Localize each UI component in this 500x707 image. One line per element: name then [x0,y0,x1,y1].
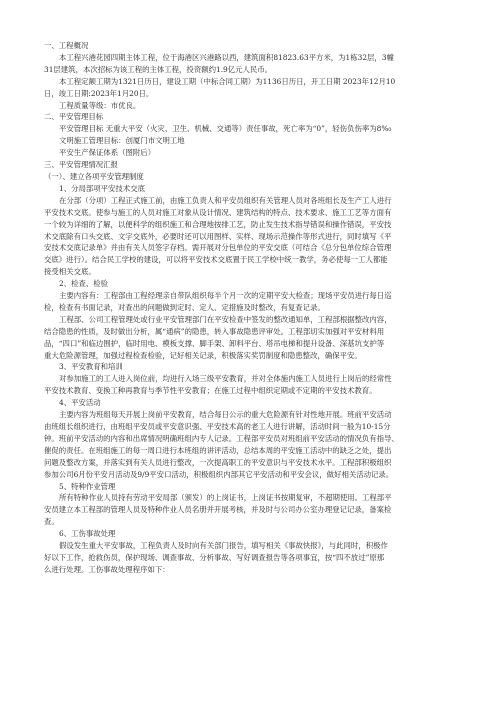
text-line: 一、工程概况 [44,41,89,50]
text-line: 么进行处理。工伤事故处理程序如下： [44,564,170,574]
text-line: 工程部、公司工程管理处或行业平安管理部门在平安检查中签发的整改通知单，工程部根据整改内容， [59,314,392,324]
text-line: 问题及整改方案，并落实到有关人员进行整改，一次提高职工的平安意识与平安技术水平。工程部积极组织 [44,457,392,467]
text-line: 本工程兴港花园四期主体工程，位于海港区兴港路以西，建筑面积81823.63平方米，为1栋32层，3幢 [59,52,394,62]
text-line: 1、分局部项平安技术交底 [59,183,146,193]
text-line: 假设发生重大平安事故，工程负责人及时向有关部门报告，填写相关《事故快报》，与此同时，积极作 [59,541,388,551]
text-line: 4、平安活动 [59,398,101,408]
text-line: 日，竣工日期:2023年1月20日。 [44,88,154,98]
text-line: 三、平安管理情况汇报 [44,160,118,170]
text-line: 6、工伤事故处理 [59,529,116,539]
text-line: 文明施工管理目标：创厦门市文明工地 [59,136,185,146]
text-line: 主要内容为班组每天开展上岗前平安教育，结合每日公示的重大危险源有针对性地开展。班前平安活动 [59,410,392,420]
text-line: 术交底除有口头交底、文字交底外，必要时还可以用图样、实样、现场示范操作等形式进行，同时填写《平 [44,231,392,241]
text-line: 工程质量等级：市优良。 [59,100,141,110]
text-line: 安员建立本工程部的管理人员及特种作业人员名册并开展考核，并及时与公司办公室办理登记记录，备案检 [44,505,392,515]
text-line: 主要内容有：工程部由工程经理亲自带队组织每半个月一次的定期平安大检查；现场平安员进行每日巡 [59,291,392,301]
text-line: 平安技术教育、变换工种再教育与季节性平安教育；在施工过程中组织定期或不定期的平安技术教育。 [44,386,377,396]
text-line: 对参加施工的工人进入岗位前，均进行入场三级平安教育，并对全体施内施工人员进行上岗后的经常性 [59,374,392,384]
text-line: 3、平安教育和培训 [59,362,123,372]
text-line: 5、特种作业管理 [59,481,116,491]
text-line: 本工程定额工期为1321日历日，建设工期（中标合同工期）为1136日历日，开工日期 2023年12月10 [59,76,396,86]
text-line: 由班组长组织进行，由班组平安员或平安意识强、平安技术高的老工人进行讲解，活动时间一般为10-15分 [44,422,391,431]
text-line: 接受相关交底。 [44,267,96,277]
text-line: 重大危险源管理，加强过程检查检验，记好相关记录，积极落实奖罚制度和隐患整改，确保平安。 [44,350,362,360]
text-line: 参加公司6月份平安月活动及9/9平安口活动，积极组织内部其它平安活动和平安会议，做好相关活动记录。 [44,469,394,479]
text-line: （一）、建立各项平安管理制度 [44,171,144,181]
text-line: 所有特种作业人员持有劳动平安局部（颁发）的上岗证书，上岗证书按期复审，不超期使用。工程部平 [59,493,392,503]
text-line: 好以下工作，抢救伤员，保护现场、调查事故、分析事故、写好调查报告等各项事宜，按“四不放过”原那 [44,552,385,562]
text-line: 品，“四口”和临边围护，临时用电、模板支撑、脚手架、卸料平台、塔吊电梯和提升设备、深基坑支护等 [44,338,385,348]
text-line: 一个较为详细的了解，以便科学的组织施工和合理地按排工艺，防止发生技术指导错误和操作错误，平安技 [44,219,392,229]
text-line: 催促的责任。在班组施工的每一周口进行本班组的讲评活动，总结本周的平安施工活动中的缺乏之处，提出 [44,445,392,455]
text-line: 平安技术交底。使参与施工的人员对施工对象从设计情况、建筑结构的特点、技术要求、施工工艺等方面有 [44,207,392,217]
text-line: 钟。班前平安活动的内容和出席情况明确班组内专人记录。工程部平安员对班组前平安活动的情况负有指导、 [44,433,399,443]
text-line: 检，检查有书面记录，对查出的问题做到定时、定人、定措施及时整改，有复查记录。 [44,302,325,312]
text-line: 交底》进行）。结合民工学校的建设，可以将平安技术交底置于民工学校中统一教学，务必使每一工人都能 [44,255,388,265]
text-line: 31层建筑，本次招标为该工程的主体工程，投资额约1.9亿元人民币。 [44,64,273,74]
text-line: 2、检查、检验 [59,279,109,289]
text-line: 结合隐患的性质，及时做出分析，属“通病”的隐患，转入事故隐患评审处。工程部切实加强对平安材料用 [44,326,385,336]
text-line: 在分部（分项）工程正式施工前，由施工负责人和平安员组织有关管理人员对各班组长及生产工人进行 [59,195,392,205]
text-line: 安技术交底记录单》并由有关人员签字存档。需开展对分包单位的平安交底（可结合《总分包单位综合管理 [44,243,392,253]
text-line: 查。 [44,517,59,527]
text-line: 平安管理目标 无重大平安（火灾、卫生、机械、交通等）责任事故，死亡率为“0”，轻伤负伤率为8%₀ [59,124,392,134]
text-line: 平安生产保证体系（图附后） [59,148,156,158]
text-line: 二、平安管理目标 [44,112,104,122]
